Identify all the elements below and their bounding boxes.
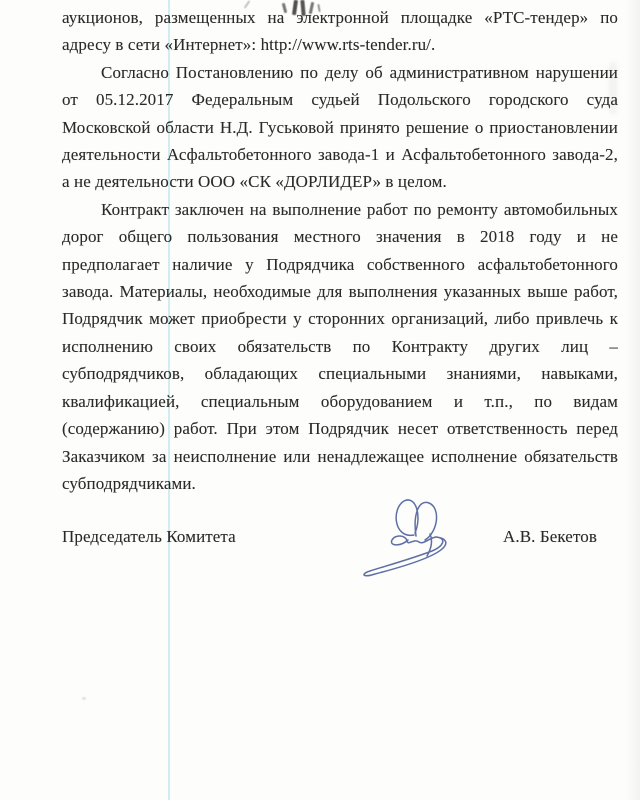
paper-speck [82,697,86,700]
signature-block [62,527,597,547]
paragraph-auction-continuation: аукционов, размещенных на электронной площадке «РТС-тендер» по адресу в сети «Интернет»: http://www.rts-tender.ru/. [62,8,618,55]
paragraph-contract-terms: Контракт заключен на выполнение работ по ремонту автомобильных дорог общего пользования местного значения в 2018 году и не предполагает наличие у Подрядчика собственного асфальтобетонного завода. Материалы, необходимые для выполнения указанных выше работ, Подрядчик может приобрести у сторонних организаций, либо привлечь к исполнению своих обязательств по Контракту других лиц – субподрядчиков, обладающих специальными знаниями, навыками, квалификацией, специальным оборудованием и т.п., по видам (содержанию) работ. При этом Подрядчик несет ответственность перед Заказчиком за неисполнение или ненадлежащее исполнение обязательств субподрядчиками. [62,199,618,493]
document-body [62,4,618,497]
paragraph-court-ruling: Согласно Постановлению по делу об административном нарушении от 05.12.2017 Федеральным судьей Подольского городского суда Московской области Н.Д. Гуськовой принято решение о приостановлении деятельности Асфальтобетонного завода-1 и Асфальтобетонного завода-2, а не деятельности ООО «СК «ДОРЛИДЕР» в целом. [62,62,618,192]
signer-name: А.В. Бекетов [503,527,597,546]
signer-title: Председатель Комитета [62,527,236,546]
